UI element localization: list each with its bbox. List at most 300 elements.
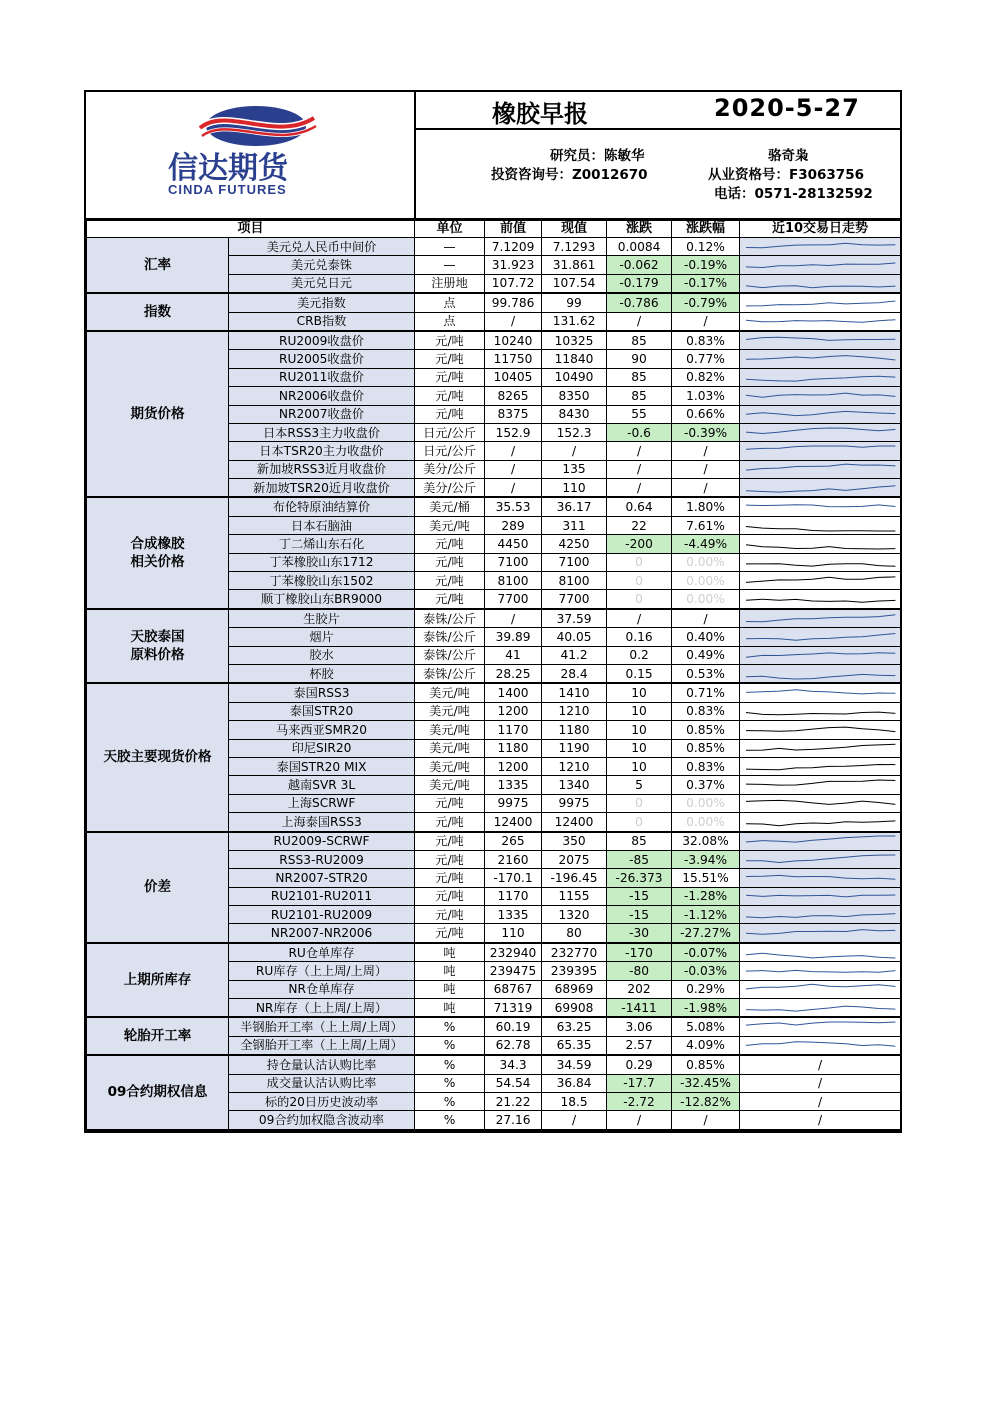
trend-sparkline xyxy=(740,368,901,386)
change-pct-cell: -0.39% xyxy=(672,423,740,441)
sparkline-chart xyxy=(742,740,900,756)
item-cell: 日本石脑油 xyxy=(229,516,415,534)
trend-sparkline xyxy=(740,405,901,423)
change-cell: / xyxy=(607,479,672,498)
sparkline-path xyxy=(746,653,895,658)
item-cell: RU库存（上上周/上周） xyxy=(229,962,415,980)
sparkline-path xyxy=(746,1022,895,1025)
prev-value-cell: 12400 xyxy=(485,813,542,832)
license-number: 从业资格号：F3063756 xyxy=(708,167,864,183)
category-cell: 轮胎开工率 xyxy=(87,1017,229,1055)
sparkline-path xyxy=(746,526,895,531)
unit-cell: 元/吨 xyxy=(415,590,485,609)
col-header-pct: 涨跌幅 xyxy=(672,221,740,238)
title-area xyxy=(416,92,900,218)
item-cell: 烟片 xyxy=(229,628,415,646)
item-cell: 半钢胎开工率（上上周/上周） xyxy=(229,1017,415,1036)
prev-value-cell: 10405 xyxy=(485,368,542,386)
trend-sparkline xyxy=(740,906,901,924)
prev-value-cell: 4450 xyxy=(485,535,542,553)
change-pct-cell: -0.79% xyxy=(672,293,740,312)
change-pct-cell: 0.85% xyxy=(672,721,740,739)
current-value-cell: 107.54 xyxy=(542,274,607,293)
unit-cell: 注册地 xyxy=(415,274,485,293)
item-cell: NR2007-STR20 xyxy=(229,869,415,887)
item-cell: RSS3-RU2009 xyxy=(229,850,415,868)
change-pct-cell: 0.83% xyxy=(672,331,740,350)
trend-sparkline xyxy=(740,887,901,905)
sparkline-chart xyxy=(742,907,900,923)
item-cell: 上海SCRWF xyxy=(229,794,415,812)
prev-value-cell: 1200 xyxy=(485,757,542,775)
sparkline-path xyxy=(746,564,895,567)
table-row xyxy=(87,943,901,962)
item-cell: 09合约加权隐含波动率 xyxy=(229,1111,415,1130)
prev-value-cell: 28.25 xyxy=(485,664,542,683)
sparkline-path xyxy=(746,393,895,397)
trend-sparkline xyxy=(740,1017,901,1036)
change-cell: 10 xyxy=(607,702,672,720)
prev-value-cell: 27.16 xyxy=(485,1111,542,1130)
change-pct-cell: / xyxy=(672,609,740,628)
item-cell: RU仓单库存 xyxy=(229,943,415,962)
item-cell: 全钢胎开工率（上上周/上周） xyxy=(229,1036,415,1055)
item-cell: 丁苯橡胶山东1502 xyxy=(229,572,415,590)
report-date: 2020-5-27 xyxy=(714,94,860,122)
sparkline-chart xyxy=(742,647,900,663)
trend-sparkline xyxy=(740,832,901,851)
prev-value-cell: 41 xyxy=(485,646,542,664)
change-cell: -26.373 xyxy=(607,869,672,887)
item-cell: 泰国STR20 MIX xyxy=(229,757,415,775)
prev-value-cell: 1400 xyxy=(485,683,542,702)
unit-cell: 泰铢/公斤 xyxy=(415,664,485,683)
trend-sparkline xyxy=(740,869,901,887)
change-cell: 55 xyxy=(607,405,672,423)
change-pct-cell: -1.28% xyxy=(672,887,740,905)
item-cell: 标的20日历史波动率 xyxy=(229,1092,415,1110)
table-row xyxy=(87,293,901,312)
current-value-cell: 40.05 xyxy=(542,628,607,646)
change-cell: -0.179 xyxy=(607,274,672,293)
category-cell: 上期所库存 xyxy=(87,943,229,1018)
prev-value-cell: 99.786 xyxy=(485,293,542,312)
sparkline-chart xyxy=(742,406,900,422)
sparkline-chart xyxy=(742,611,900,627)
col-header-trend: 近10交易日走势 xyxy=(740,221,901,238)
prev-value-cell: 1200 xyxy=(485,702,542,720)
change-pct-cell: -1.12% xyxy=(672,906,740,924)
change-pct-cell: 5.08% xyxy=(672,1017,740,1036)
sparkline-chart xyxy=(742,536,900,552)
current-value-cell: 80 xyxy=(542,924,607,943)
change-cell: 0.64 xyxy=(607,497,672,516)
prev-value-cell: 107.72 xyxy=(485,274,542,293)
trend-sparkline xyxy=(740,924,901,943)
trend-sparkline xyxy=(740,331,901,350)
table-row xyxy=(87,1017,901,1036)
current-value-cell: 28.4 xyxy=(542,664,607,683)
trend-sparkline xyxy=(740,256,901,274)
change-cell: 0.2 xyxy=(607,646,672,664)
change-cell: 0 xyxy=(607,794,672,812)
trend-sparkline xyxy=(740,572,901,590)
report-sheet xyxy=(84,90,902,1133)
item-cell: NR仓单库存 xyxy=(229,980,415,998)
trend-sparkline xyxy=(740,794,901,812)
sparkline-chart xyxy=(742,295,900,311)
current-value-cell: -196.45 xyxy=(542,869,607,887)
change-pct-cell: 0.83% xyxy=(672,702,740,720)
change-cell: -0.062 xyxy=(607,256,672,274)
sparkline-path xyxy=(746,464,895,470)
unit-cell: % xyxy=(415,1092,485,1110)
item-cell: 美元兑人民币中间价 xyxy=(229,238,415,256)
unit-cell: 美元/吨 xyxy=(415,739,485,757)
prev-value-cell: 7.1209 xyxy=(485,238,542,256)
prev-value-cell: / xyxy=(485,609,542,628)
current-value-cell: 11840 xyxy=(542,350,607,368)
item-cell: RU2009收盘价 xyxy=(229,331,415,350)
data-table xyxy=(86,220,901,1131)
current-value-cell: 1155 xyxy=(542,887,607,905)
category-cell: 价差 xyxy=(87,832,229,943)
sparkline-chart xyxy=(742,833,900,849)
col-header-prev: 前值 xyxy=(485,221,542,238)
trend-sparkline xyxy=(740,757,901,775)
change-pct-cell: -0.03% xyxy=(672,962,740,980)
sparkline-path xyxy=(746,764,895,769)
sparkline-chart xyxy=(742,554,900,570)
unit-cell: 元/吨 xyxy=(415,906,485,924)
change-pct-cell: -0.19% xyxy=(672,256,740,274)
unit-cell: 泰铢/公斤 xyxy=(415,628,485,646)
table-row xyxy=(87,238,901,256)
table-row xyxy=(87,683,901,702)
trend-sparkline xyxy=(740,238,901,256)
trend-sparkline xyxy=(740,683,901,702)
item-cell: 新加坡TSR20近月收盘价 xyxy=(229,479,415,498)
change-cell: 85 xyxy=(607,368,672,386)
change-cell: -15 xyxy=(607,887,672,905)
item-cell: RU2009-SCRWF xyxy=(229,832,415,851)
current-value-cell: 10490 xyxy=(542,368,607,386)
prev-value-cell: / xyxy=(485,460,542,478)
unit-cell: 美元/吨 xyxy=(415,683,485,702)
prev-value-cell: 39.89 xyxy=(485,628,542,646)
sparkline-chart xyxy=(742,499,900,515)
trend-sparkline xyxy=(740,646,901,664)
trend-sparkline xyxy=(740,776,901,794)
trend-cell: / xyxy=(740,1111,901,1130)
item-cell: 上海泰国RSS3 xyxy=(229,813,415,832)
trend-sparkline xyxy=(740,850,901,868)
prev-value-cell: 68767 xyxy=(485,980,542,998)
change-pct-cell: 0.71% xyxy=(672,683,740,702)
unit-cell: 吨 xyxy=(415,943,485,962)
current-value-cell: 34.59 xyxy=(542,1055,607,1074)
sparkline-chart xyxy=(742,239,900,255)
item-cell: RU2101-RU2009 xyxy=(229,906,415,924)
current-value-cell: 2075 xyxy=(542,850,607,868)
unit-cell: % xyxy=(415,1111,485,1130)
current-value-cell: 18.5 xyxy=(542,1092,607,1110)
change-cell: / xyxy=(607,442,672,460)
sparkline-chart xyxy=(742,388,900,404)
current-value-cell: 8350 xyxy=(542,387,607,405)
unit-cell: 元/吨 xyxy=(415,813,485,832)
current-value-cell: 68969 xyxy=(542,980,607,998)
current-value-cell: 99 xyxy=(542,293,607,312)
item-cell: 顺丁橡胶山东BR9000 xyxy=(229,590,415,609)
prev-value-cell: -170.1 xyxy=(485,869,542,887)
prev-value-cell: 1180 xyxy=(485,739,542,757)
sparkline-chart xyxy=(742,666,900,682)
item-cell: 泰国RSS3 xyxy=(229,683,415,702)
trend-sparkline xyxy=(740,312,901,331)
sparkline-chart xyxy=(742,814,900,830)
change-cell: -2.72 xyxy=(607,1092,672,1110)
current-value-cell: 10325 xyxy=(542,331,607,350)
prev-value-cell: 1335 xyxy=(485,906,542,924)
prev-value-cell: 31.923 xyxy=(485,256,542,274)
logo-en-text: CINDA FUTURES xyxy=(168,182,287,197)
prev-value-cell: 8375 xyxy=(485,405,542,423)
trend-sparkline xyxy=(740,350,901,368)
change-pct-cell: -3.94% xyxy=(672,850,740,868)
sparkline-path xyxy=(746,1006,895,1011)
prev-value-cell: 110 xyxy=(485,924,542,943)
change-pct-cell: 7.61% xyxy=(672,516,740,534)
unit-cell: 美元/吨 xyxy=(415,757,485,775)
sparkline-path xyxy=(746,745,895,751)
sparkline-path xyxy=(746,895,895,897)
change-pct-cell: 1.80% xyxy=(672,497,740,516)
sparkline-path xyxy=(746,875,895,879)
sparkline-path xyxy=(746,633,895,640)
trend-sparkline xyxy=(740,664,901,683)
change-pct-cell: 0.77% xyxy=(672,350,740,368)
sparkline-chart xyxy=(742,351,900,367)
change-pct-cell: / xyxy=(672,442,740,460)
current-value-cell: 110 xyxy=(542,479,607,498)
prev-value-cell: 7700 xyxy=(485,590,542,609)
change-cell: / xyxy=(607,609,672,628)
sparkline-path xyxy=(746,970,895,972)
item-cell: 马来西亚SMR20 xyxy=(229,721,415,739)
sparkline-chart xyxy=(742,369,900,385)
item-cell: 丁二烯山东石化 xyxy=(229,535,415,553)
item-cell: 泰国STR20 xyxy=(229,702,415,720)
prev-value-cell: / xyxy=(485,479,542,498)
item-cell: 美元指数 xyxy=(229,293,415,312)
change-cell: 0.15 xyxy=(607,664,672,683)
col-header-chg: 涨跌 xyxy=(607,221,672,238)
sparkline-path xyxy=(746,836,895,842)
prev-value-cell: 1170 xyxy=(485,721,542,739)
item-cell: NR2006收盘价 xyxy=(229,387,415,405)
unit-cell: % xyxy=(415,1036,485,1055)
change-cell: / xyxy=(607,1111,672,1130)
table-row xyxy=(87,1055,901,1074)
title-row xyxy=(416,92,900,130)
trend-sparkline xyxy=(740,460,901,478)
change-cell: -80 xyxy=(607,962,672,980)
sparkline-path xyxy=(746,428,895,434)
item-cell: 日本TSR20主力收盘价 xyxy=(229,442,415,460)
sparkline-path xyxy=(746,1042,895,1046)
table-row xyxy=(87,497,901,516)
sparkline-path xyxy=(746,577,895,583)
change-pct-cell: 0.85% xyxy=(672,739,740,757)
current-value-cell: 69908 xyxy=(542,999,607,1018)
change-cell: / xyxy=(607,460,672,478)
change-pct-cell: 4.09% xyxy=(672,1036,740,1055)
change-cell: 10 xyxy=(607,683,672,702)
prev-value-cell: 289 xyxy=(485,516,542,534)
table-body xyxy=(87,238,901,1130)
item-cell: 成交量认沽认购比率 xyxy=(229,1074,415,1092)
change-cell: -1411 xyxy=(607,999,672,1018)
change-cell: 90 xyxy=(607,350,672,368)
analyst-info xyxy=(416,130,900,218)
trend-sparkline xyxy=(740,739,901,757)
change-pct-cell: 0.83% xyxy=(672,757,740,775)
unit-cell: % xyxy=(415,1055,485,1074)
unit-cell: 元/吨 xyxy=(415,553,485,571)
logo-cn-text: 信达期货 xyxy=(168,151,288,186)
prev-value-cell: 239475 xyxy=(485,962,542,980)
change-cell: 22 xyxy=(607,516,672,534)
sparkline-chart xyxy=(742,629,900,645)
sparkline-chart xyxy=(742,852,900,868)
item-cell: 美元兑泰铢 xyxy=(229,256,415,274)
current-value-cell: 135 xyxy=(542,460,607,478)
current-value-cell: / xyxy=(542,442,607,460)
prev-value-cell: 8265 xyxy=(485,387,542,405)
sparkline-chart xyxy=(742,275,900,291)
change-cell: 3.06 xyxy=(607,1017,672,1036)
unit-cell: 美元/桶 xyxy=(415,497,485,516)
item-cell: 胶水 xyxy=(229,646,415,664)
current-value-cell: 41.2 xyxy=(542,646,607,664)
col-header-item: 项目 xyxy=(87,221,415,238)
item-cell: CRB指数 xyxy=(229,312,415,331)
item-cell: 杯胶 xyxy=(229,664,415,683)
sparkline-chart xyxy=(742,591,900,607)
researcher-2: 骆奇枭 xyxy=(768,148,809,164)
trend-sparkline xyxy=(740,553,901,571)
current-value-cell: / xyxy=(542,1111,607,1130)
current-value-cell: 131.62 xyxy=(542,312,607,331)
current-value-cell: 8100 xyxy=(542,572,607,590)
change-cell: 0 xyxy=(607,553,672,571)
unit-cell: 美元/吨 xyxy=(415,776,485,794)
item-cell: NR2007-NR2006 xyxy=(229,924,415,943)
sparkline-chart xyxy=(742,703,900,719)
change-pct-cell: 32.08% xyxy=(672,832,740,851)
trend-sparkline xyxy=(740,943,901,962)
change-cell: 10 xyxy=(607,739,672,757)
company-logo xyxy=(86,92,416,218)
sparkline-path xyxy=(746,337,895,340)
change-cell: 85 xyxy=(607,832,672,851)
trend-sparkline xyxy=(740,628,901,646)
sparkline-path xyxy=(746,377,895,382)
trend-sparkline xyxy=(740,721,901,739)
prev-value-cell: 9975 xyxy=(485,794,542,812)
change-pct-cell: 0.00% xyxy=(672,813,740,832)
trend-sparkline xyxy=(740,442,901,460)
change-pct-cell: 0.00% xyxy=(672,572,740,590)
category-cell: 天胶主要现货价格 xyxy=(87,683,229,831)
sparkline-chart xyxy=(742,963,900,979)
sparkline-chart xyxy=(742,945,900,961)
change-pct-cell: 0.66% xyxy=(672,405,740,423)
trend-sparkline xyxy=(740,535,901,553)
sparkline-path xyxy=(746,953,895,958)
sparkline-chart xyxy=(742,981,900,997)
current-value-cell: 36.17 xyxy=(542,497,607,516)
change-pct-cell: 0.00% xyxy=(672,553,740,571)
prev-value-cell: / xyxy=(485,442,542,460)
change-cell: 85 xyxy=(607,331,672,350)
trend-sparkline xyxy=(740,590,901,609)
change-pct-cell: -0.17% xyxy=(672,274,740,293)
unit-cell: 元/吨 xyxy=(415,535,485,553)
prev-value-cell: 71319 xyxy=(485,999,542,1018)
unit-cell: 点 xyxy=(415,312,485,331)
change-pct-cell: 0.37% xyxy=(672,776,740,794)
sparkline-path xyxy=(746,985,895,990)
change-pct-cell: 15.51% xyxy=(672,869,740,887)
change-cell: 85 xyxy=(607,387,672,405)
unit-cell: 美元/吨 xyxy=(415,516,485,534)
change-pct-cell: 0.82% xyxy=(672,368,740,386)
sparkline-chart xyxy=(742,333,900,349)
sparkline-chart xyxy=(742,518,900,534)
sparkline-path xyxy=(746,614,895,621)
sparkline-path xyxy=(746,263,895,268)
trend-sparkline xyxy=(740,479,901,498)
sparkline-chart xyxy=(742,685,900,701)
prev-value-cell: 11750 xyxy=(485,350,542,368)
prev-value-cell: 54.54 xyxy=(485,1074,542,1092)
sparkline-path xyxy=(746,412,895,416)
sparkline-chart xyxy=(742,480,900,496)
sparkline-path xyxy=(746,690,895,694)
trend-sparkline xyxy=(740,423,901,441)
trend-sparkline xyxy=(740,999,901,1018)
unit-cell: 元/吨 xyxy=(415,869,485,887)
cinda-logo-icon xyxy=(166,102,346,198)
table-row xyxy=(87,832,901,851)
category-cell: 09合约期权信息 xyxy=(87,1055,229,1130)
current-value-cell: 1190 xyxy=(542,739,607,757)
trend-sparkline xyxy=(740,980,901,998)
change-cell: 5 xyxy=(607,776,672,794)
sparkline-chart xyxy=(742,425,900,441)
item-cell: 生胶片 xyxy=(229,609,415,628)
prev-value-cell: 7100 xyxy=(485,553,542,571)
consult-number: 投资咨询号：Z0012670 xyxy=(491,167,648,183)
change-pct-cell: / xyxy=(672,1111,740,1130)
trend-cell: / xyxy=(740,1074,901,1092)
change-pct-cell: / xyxy=(672,479,740,498)
change-cell: -85 xyxy=(607,850,672,868)
item-cell: RU2101-RU2011 xyxy=(229,887,415,905)
current-value-cell: 65.35 xyxy=(542,1036,607,1055)
